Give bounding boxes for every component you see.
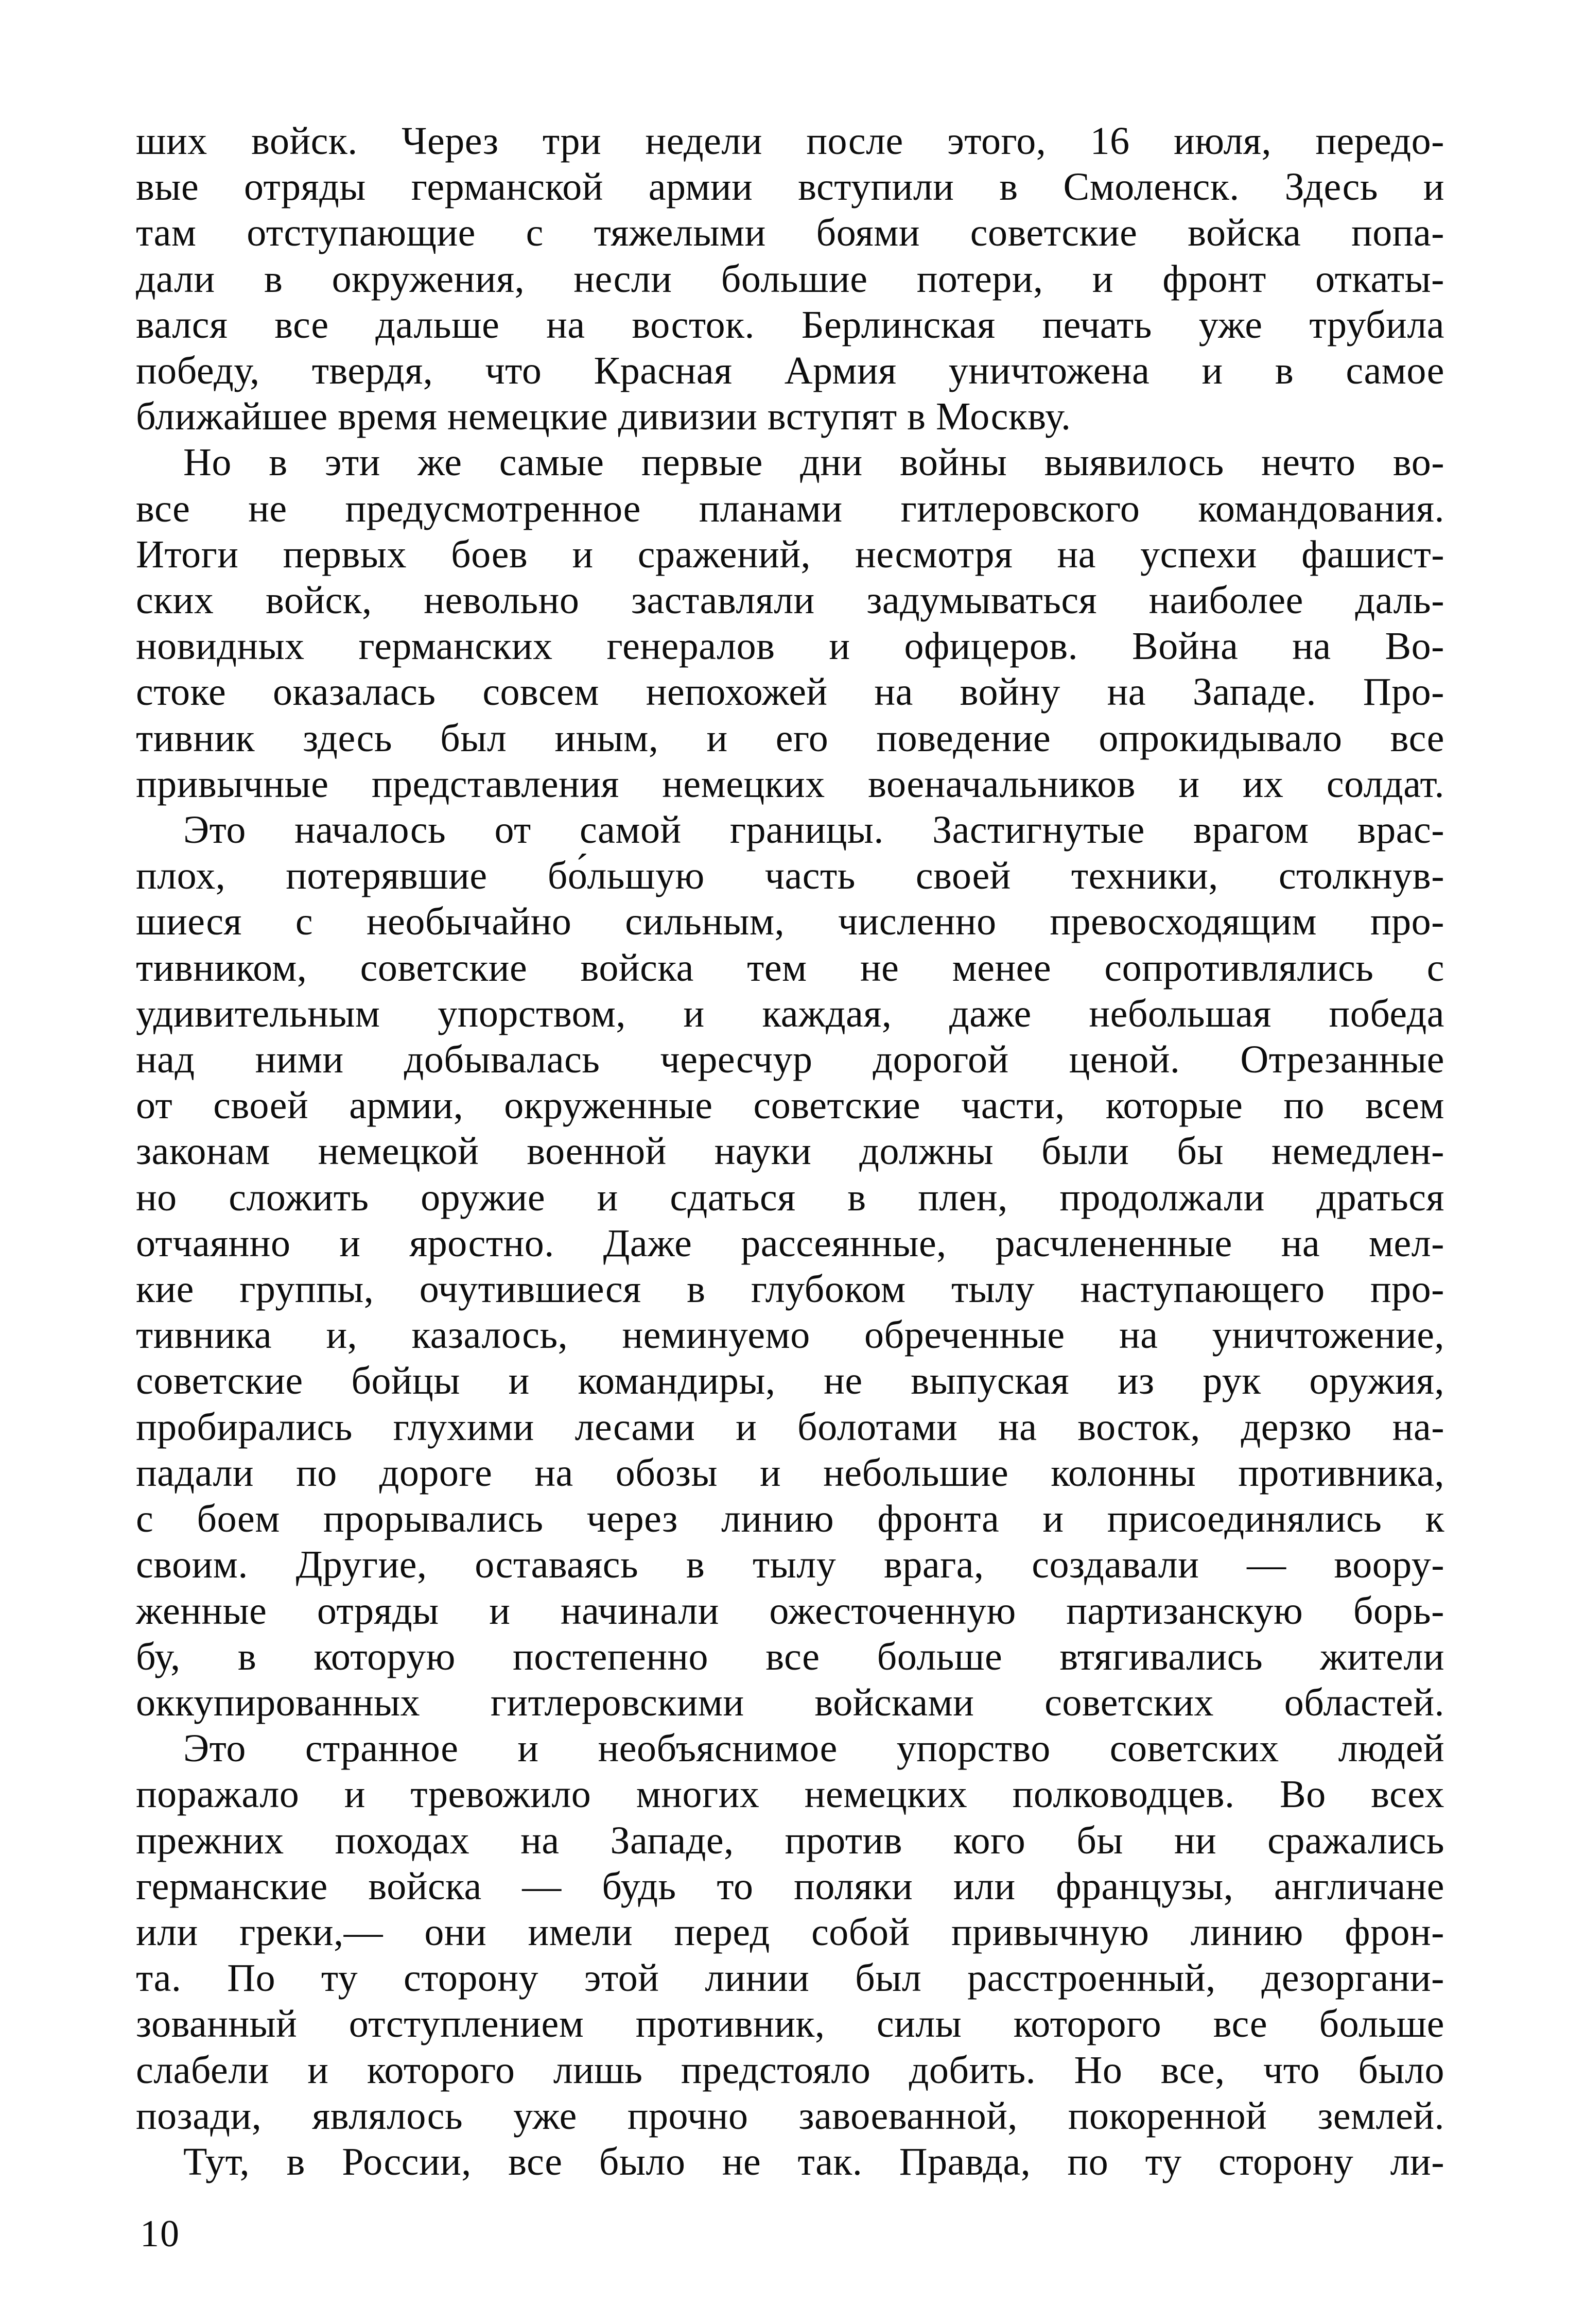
text-line: советские бойцы и командиры, не выпуская из рук оружия,: [136, 1359, 1444, 1403]
text-line: там отступающие с тяжелыми боями советские войска попа-: [136, 211, 1444, 255]
text-line: тивник здесь был иным, и его поведение опрокидывало все: [136, 716, 1444, 760]
text-line: тивника и, казалось, неминуемо обреченные на уничтожение,: [136, 1313, 1444, 1357]
text-line: но сложить оружие и сдаться в плен, продолжали драться: [136, 1175, 1444, 1219]
text-line: падали по дороге на обозы и небольшие колонны противника,: [136, 1451, 1444, 1495]
text-line: пробирались глухими лесами и болотами на восток, дерзко на-: [136, 1405, 1444, 1449]
text-line: кие группы, очутившиеся в глубоком тылу наступающего про-: [136, 1268, 1444, 1311]
text-line: женные отряды и начинали ожесточенную партизанскую борь-: [136, 1589, 1444, 1633]
text-line: вался все дальше на восток. Берлинская печать уже трубила: [136, 303, 1444, 346]
text-line: прежних походах на Западе, против кого бы ни сражались: [136, 1818, 1444, 1862]
text-line: ских войск, невольно заставляли задумываться наиболее даль-: [136, 579, 1444, 622]
text-line: Это началось от самой границы. Застигнутые врагом врас-: [183, 808, 1444, 852]
text-line: своим. Другие, оставаясь в тылу врага, создавали — воору-: [136, 1543, 1444, 1587]
text-line: с боем прорывались через линию фронта и присоединялись к: [136, 1497, 1444, 1541]
page-number: 10: [140, 2213, 180, 2255]
text-line: от своей армии, окруженные советские части, которые по всем: [136, 1084, 1444, 1128]
text-line: поражало и тревожило многих немецких полководцев. Во всех: [136, 1773, 1444, 1816]
text-line: слабели и которого лишь предстояло добить. Но все, что было: [136, 2048, 1444, 2092]
text-line: победу, твердя, что Красная Армия уничтожена и в самое: [136, 349, 1444, 393]
text-line: шиеся с необычайно сильным, численно превосходящим про-: [136, 900, 1444, 944]
text-line: над ними добывалась чересчур дорогой ценой. Отрезанные: [136, 1038, 1444, 1082]
text-line: Итоги первых боев и сражений, несмотря на успехи фашист-: [136, 532, 1444, 576]
text-line: Это странное и необъяснимое упорство советских людей: [183, 1727, 1444, 1771]
text-line: привычные представления немецких военачальников и их солдат.: [136, 762, 1444, 806]
text-line: оккупированных гитлеровскими войсками советских областей.: [136, 1680, 1444, 1724]
text-line: тивником, советские войска тем не менее сопротивлялись с: [136, 946, 1444, 990]
text-line: отчаянно и яростно. Даже рассеянные, расчлененные на мел-: [136, 1221, 1444, 1265]
text-line: или греки,— они имели перед собой привычную линию фрон-: [136, 1910, 1444, 1954]
page-text: [136, 118, 1444, 2185]
text-line: удивительным упорством, и каждая, даже небольшая победа: [136, 992, 1444, 1035]
text-line: та. По ту сторону этой линии был расстроенный, дезоргани-: [136, 1956, 1444, 2000]
text-line: зованный отступлением противник, силы которого все больше: [136, 2002, 1444, 2046]
text-line: Но в эти же самые первые дни войны выявилось нечто во-: [183, 441, 1444, 484]
text-line: дали в окружения, несли большие потери, и фронт откаты-: [136, 257, 1444, 301]
text-line: новидных германских генералов и офицеров. Война на Во-: [136, 625, 1444, 668]
text-line: законам немецкой военной науки должны были бы немедлен-: [136, 1130, 1444, 1173]
text-line: вые отряды германской армии вступили в Смоленск. Здесь и: [136, 165, 1444, 209]
text-line: позади, являлось уже прочно завоеванной, покоренной землей.: [136, 2094, 1444, 2138]
text-line: все не предусмотренное планами гитлеровского командования.: [136, 487, 1444, 530]
text-line: бу, в которую постепенно все больше втягивались жители: [136, 1635, 1444, 1678]
text-line: стоке оказалась совсем непохожей на войну на Западе. Про-: [136, 670, 1444, 714]
text-line: плох, потерявшие бо́льшую часть своей техники, столкнув-: [136, 854, 1444, 898]
text-line: Тут, в России, все было не так. Правда, по ту сторону ли-: [183, 2140, 1444, 2183]
text-line: германские войска — будь то поляки или французы, англичане: [136, 1864, 1444, 1908]
text-line: ближайшее время немецкие дивизии вступят в Москву.: [136, 395, 1071, 439]
text-line: ших войск. Через три недели после этого, 16 июля, передо-: [136, 119, 1444, 163]
